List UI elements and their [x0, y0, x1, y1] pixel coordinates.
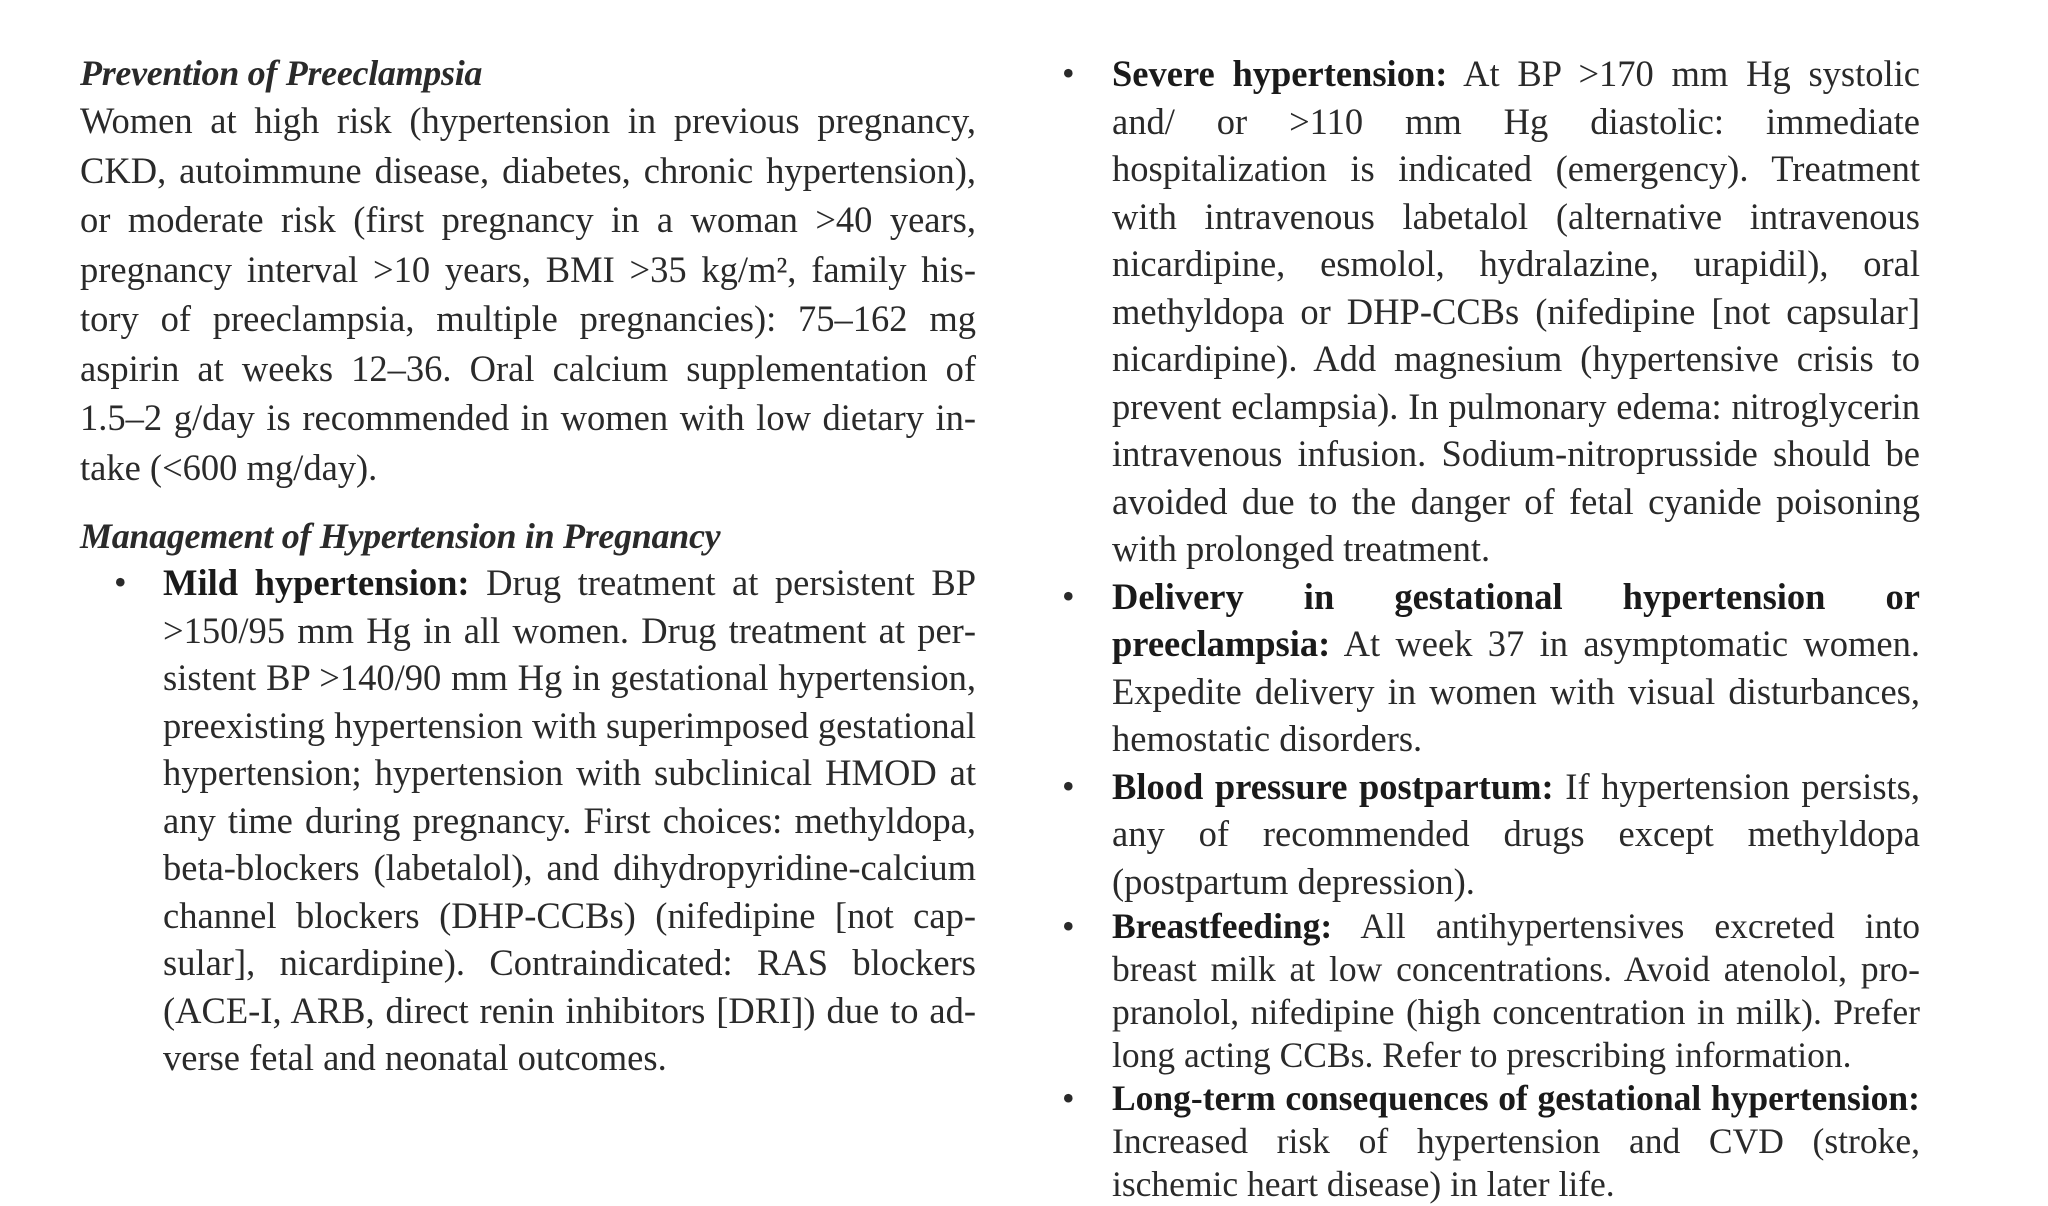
item-text: All antihypertensives excreted into breast milk at low concentrations. Avoid atenolol, propranolol, nifedipine (high concentration in milk). Prefer long acting CCBs. Refer to prescribing information.	[1112, 906, 1920, 1075]
prevention-paragraph: Women at high risk (hypertension in previous pregnancy, CKD, autoimmune disease, diabetes, chronic hypertension), or moderate risk (first pregnancy in a woman >40 years, pregnancy interval >10 years, BMI >35 kg/m², family history of preeclampsia, multiple pregnancies): 75–162 mg aspirin at weeks 12–36. Oral calcium supplementation of 1.5–2 g/day is recommended in women with low dietary intake (<600 mg/day).	[80, 100, 976, 488]
list-item-postpartum	[1062, 763, 1920, 906]
section-heading-prevention: Prevention of Preeclampsia	[80, 53, 483, 93]
list-item-long-term	[1062, 1077, 1920, 1206]
item-lead: Blood pressure postpartum:	[1112, 765, 1554, 807]
list-item-breastfeeding	[1062, 905, 1920, 1077]
list-item-mild-hypertension	[80, 559, 976, 1082]
left-column	[80, 50, 976, 1082]
item-lead: Long-term consequences of gestational hypertension:	[1112, 1078, 1920, 1118]
item-text: At week 37 in asymptomatic women. Expedite delivery in women with visual disturbances, hemostatic disorders.	[1112, 623, 1920, 759]
item-lead: Mild hypertension:	[163, 562, 470, 603]
item-text: Drug treatment at persistent BP >150/95 mm Hg in all women. Drug treatment at persistent BP >140/90 mm Hg in gestational hypertension, preexisting hypertension with superimposed gestational hypertension; hypertension with subclinical HMOD at any time during pregnancy. First choices: methyldopa, beta-blockers (labetalol), and dihydropyridine-calcium channel blockers (DHP-CCBs) (nifedipine [not capsular], nicardipine). Contraindicated: RAS blockers (ACE-I, ARB, direct renin inhibitors [DRI]) due to adverse fetal and neonatal outcomes.	[163, 562, 976, 1078]
management-list-continued	[1062, 50, 1920, 1206]
right-column	[1062, 50, 1920, 1206]
section-heading-management: Management of Hypertension in Pregnancy	[80, 516, 721, 556]
item-text: If hypertension persists, any of recommended drugs except methyldopa (postpartum depression).	[1112, 765, 1921, 902]
item-text: Increased risk of hypertension and CVD (stroke, ischemic heart disease) in later life.	[1112, 1121, 1920, 1204]
list-item-delivery	[1062, 573, 1920, 763]
item-lead: Severe hypertension:	[1112, 53, 1448, 94]
list-item-severe-hypertension	[1062, 50, 1920, 573]
item-lead: Delivery in gestational hypertension or preeclampsia:	[1112, 575, 1920, 664]
item-lead: Breastfeeding:	[1112, 906, 1333, 946]
item-text: At BP >170 mm Hg systolic and/ or >110 mm Hg diastolic: immediate hospitalization is indicated (emergency). Treatment with intravenous labetalol (alternative intravenous nicardipine, esmolol, hydralazine, urapidil), oral methyldopa or DHP-CCBs (nifedipine [not capsular] nicardipine). Add magnesium (hypertensive crisis to prevent eclampsia). In pulmonary edema: nitroglycerin intravenous infusion. Sodium-nitroprusside should be avoided due to the danger of fetal cyanide poisoning with prolonged treatment.	[1112, 53, 1920, 569]
management-list	[80, 559, 976, 1082]
